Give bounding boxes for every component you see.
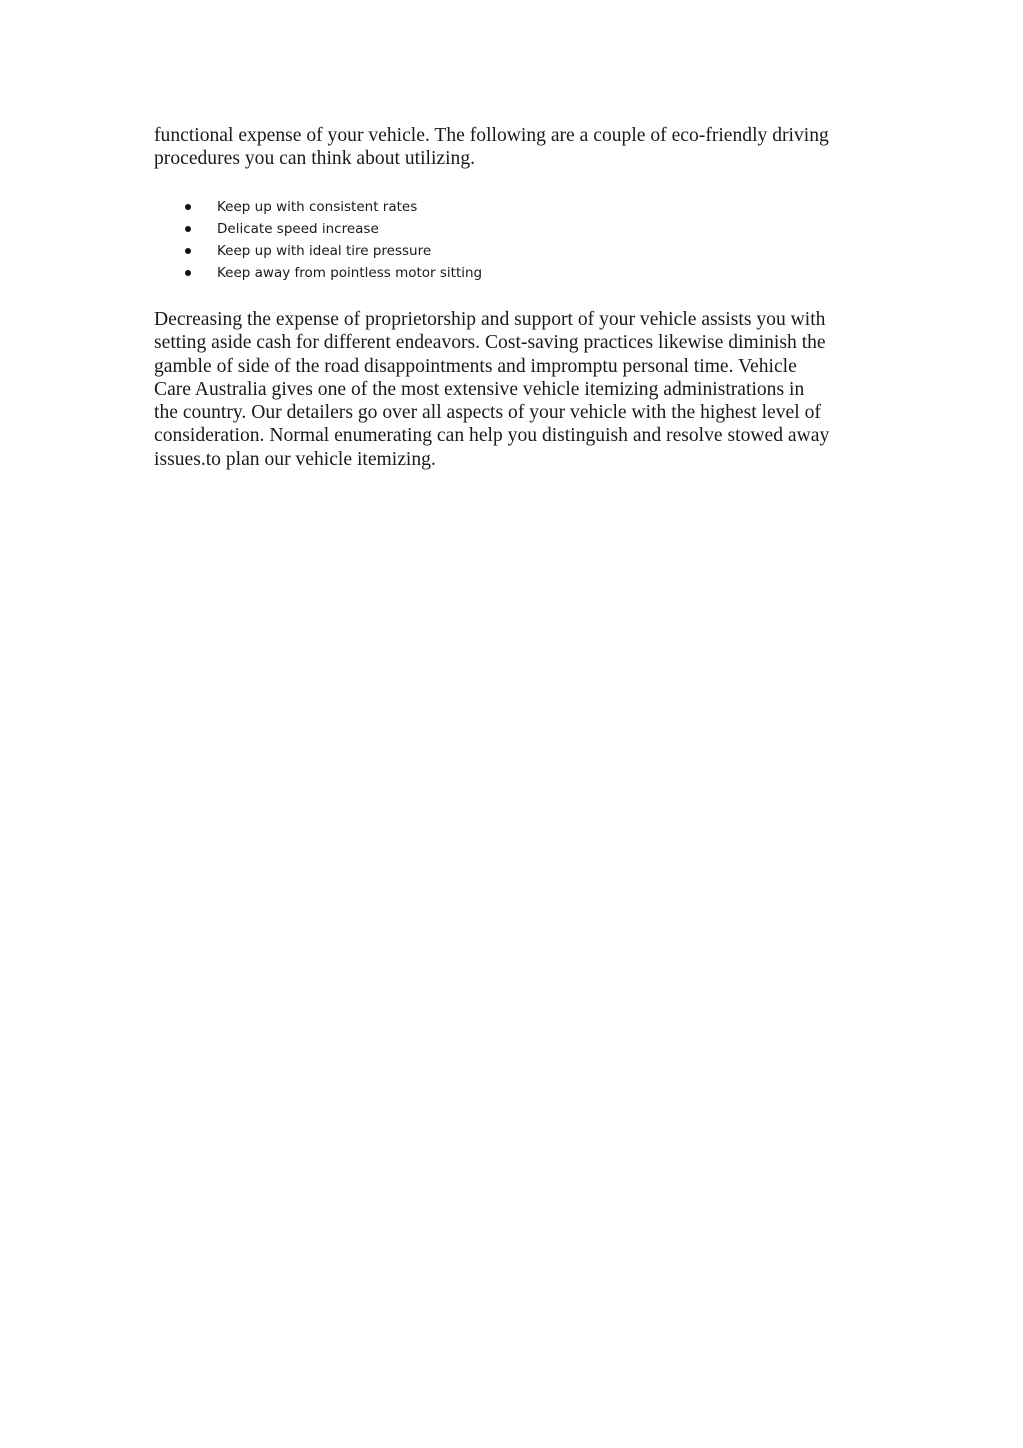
- list-item-label: Keep up with consistent rates: [217, 199, 418, 215]
- list-item-label: Keep away from pointless motor sitting: [217, 265, 483, 281]
- closing-line: Decreasing the expense of proprietorship and support of your vehicle assists you with: [154, 309, 826, 330]
- bullet-icon: [185, 204, 191, 210]
- closing-line: issues.to plan our vehicle itemizing.: [154, 448, 436, 470]
- closing-line: setting aside cash for different endeavors. Cost-saving practices likewise diminish the: [154, 332, 826, 354]
- closing-line: gamble of side of the road disappointments and impromptu personal time. Vehicle: [154, 355, 797, 377]
- intro-paragraph: [154, 124, 874, 171]
- closing-paragraph: [154, 308, 874, 471]
- closing-line: Care Australia gives one of the most extensive vehicle itemizing administrations in: [154, 378, 805, 400]
- bullet-icon: [185, 226, 191, 232]
- bullet-icon: [185, 270, 191, 276]
- closing-line: consideration. Normal enumerating can help you distinguish and resolve stowed away: [154, 425, 830, 447]
- intro-line: functional expense of your vehicle. The following are a couple of eco-friendly driving: [154, 125, 829, 146]
- intro-line: procedures you can think about utilizing.: [154, 148, 476, 170]
- list-item-label: Delicate speed increase: [217, 221, 379, 237]
- closing-line: the country. Our detailers go over all aspects of your vehicle with the highest level of: [154, 402, 821, 424]
- bullet-icon: [185, 248, 191, 254]
- list-item-label: Keep up with ideal tire pressure: [217, 243, 432, 259]
